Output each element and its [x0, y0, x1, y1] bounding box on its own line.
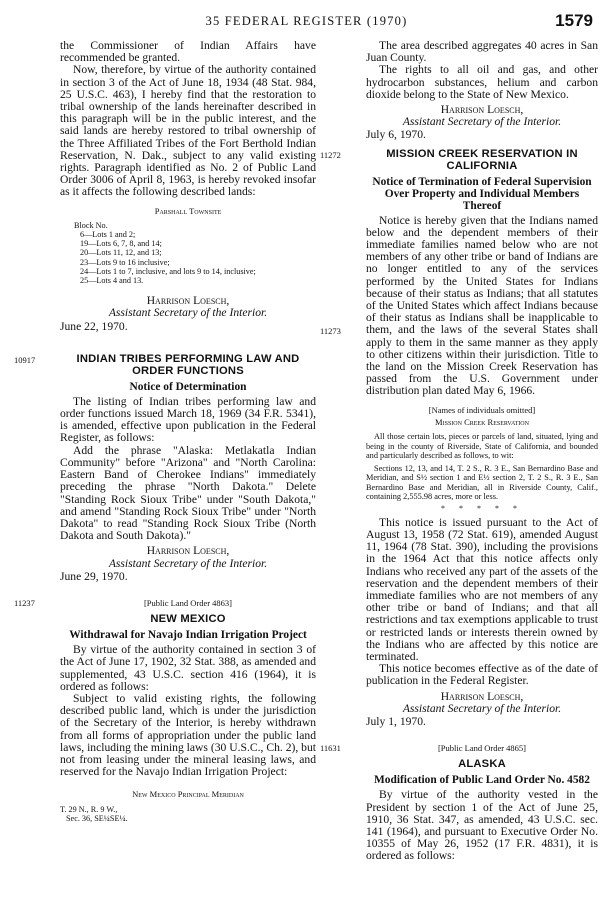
- section-subtitle: Modification of Public Land Order No. 4582: [374, 774, 590, 787]
- signature-title: Assistant Secretary of the Interior.: [108, 556, 268, 570]
- paragraph: the Commissioner of Indian Affairs have recommended be granted.: [60, 39, 316, 65]
- document-number: 11273: [320, 325, 341, 336]
- order-bracket: 11631 [Public Land Order 4865]: [320, 743, 527, 754]
- signature-date: July 1, 1970.: [366, 715, 426, 729]
- signature-title: Assistant Secretary of the Interior.: [402, 115, 562, 129]
- list-item: 24—Lots 1 to 7, inclusive, and lots 9 to 14, inclusive;: [80, 266, 256, 276]
- block-list: [74, 221, 316, 285]
- paragraph: The area described aggregates 40 acres in San Juan County.: [366, 39, 598, 65]
- list-item: 6—Lots 1 and 2;: [80, 230, 136, 240]
- townsite-heading: Parshall Townsite: [154, 205, 222, 216]
- document-number: 11237: [14, 597, 35, 608]
- land-description: [366, 432, 598, 502]
- paragraph: This notice becomes effective as of the date of publication in the Federal Register.: [366, 662, 598, 688]
- order-bracket: 11237 [Public Land Order 4863]: [14, 597, 233, 608]
- list-item: 19—Lots 6, 7, 8, and 14;: [80, 239, 162, 249]
- document-number: 10917: [14, 354, 36, 365]
- page-number: 1579: [555, 11, 593, 30]
- omitted-note: [Names of individuals omitted]: [428, 404, 536, 415]
- paragraph: Sections 12, 13, and 14, T. 2 S., R. 3 E., San Bernardino Base and Meridian, and S½ section 1 and E½ section 2, T. 2 S., R. 3 E., San Bernardino Base and Meridian, all in Riverside County, Calif., containing 2,555.98 acres, more or less.: [366, 463, 598, 502]
- paragraph: All those certain lots, pieces or parcels of land, situated, lying and being in the county of Riverside, State of California, and bounded and particularly described as follows, to wit:: [366, 432, 598, 461]
- signature-title: Assistant Secretary of the Interior.: [402, 701, 562, 715]
- section-title: 11272 MISSION CREEK RESERVATION IN CALIFORNIA: [320, 147, 578, 172]
- tract-description: [60, 805, 316, 823]
- section-title: ALASKA: [458, 758, 506, 771]
- paragraph: Notice is hereby given that the Indians named below and the dependent members of their immediate families named below who are not members of any other tribe or band of Indians are no longer entitled to any of the services performed by the United States for Indians because of their status as Indians; that all statutes of the United States which affect Indians because of their status as Indians shall be inapplicable to them, and the laws of the several States shall apply to them in the same manner as they apply to other citizens within their jurisdiction. Title to the land on the Mission Creek Reservation has passed from the U.S. Government under distribution plan dated May 6, 1966.: [366, 213, 598, 398]
- paragraph: The rights to all oil and gas, and other hydrocarbon substances, helium and carbon dioxide belong to the State of New Mexico.: [366, 63, 598, 101]
- tract-line: Sec. 36, SE¼SE¼.: [66, 813, 128, 823]
- signature-name: Harrison Loesch,: [440, 103, 524, 117]
- section-title: 10917 INDIAN TRIBES PERFORMING LAW AND ORDER FUNCTIONS: [14, 352, 300, 377]
- paragraph: Subject to valid existing rights, the following described public land, which is under the jurisdiction of the Secretary of the Interior, is hereby withdrawn from all forms of appropriation under the public land laws, including the mining laws (30 U.S.C., Ch. 2), but not from leasing under the mineral leasing laws, and reserved for the Navajo Indian Irrigation Project:: [60, 691, 316, 779]
- document-number: 11631: [320, 743, 341, 754]
- section-subtitle: Withdrawal for Navajo Indian Irrigation Project: [69, 629, 307, 642]
- paragraph: The listing of Indian tribes performing law and order functions issued March 18, 1969 (34 F.R. 5341), is amended, effective upon publication in the Federal Register, as follows:: [60, 394, 316, 445]
- list-item: 20—Lots 11, 12, and 13;: [80, 248, 162, 258]
- paragraph: Now, therefore, by virtue of the authority contained in section 3 of the Act of June 18, 1934 (48 Stat. 984, 25 U.S.C. 463), I hereby find that the restoration to tribal ownership of the lands hereinafter described in this paragraph will be in the public interest, and the said lands are hereby restored to tribal ownership of the Three Affiliated Tribes of the Fort Berthold Indian Reservation, N. Dak., subject to any valid existing rights. Paragraph identified as No. 2 of Public Land Order 3006 of April 8, 1963, is hereby revoked insofar as it affects the following described lands:: [60, 63, 316, 199]
- signature-name: Harrison Loesch,: [146, 544, 230, 558]
- paragraph: Add the phrase "Alaska: Metlakatla Indian Community" before "Arizona" and "North Carolina: Eastern Band of Cherokee Indians" immediately preceding the phrase "North Dakota." Delete "Standing Rock Sioux Tribe" under "South Dakota," and amend "Standing Rock Sioux Tribe" under "North Dakota" to read "Standing Rock Sioux Tribe (North Dakota and South Dakota).": [60, 443, 316, 543]
- tract-line: T. 29 N., R. 9 W.,: [60, 804, 118, 814]
- reservation-heading: Mission Creek Reservation: [435, 416, 529, 427]
- meridian-heading: New Mexico Principal Meridian: [132, 789, 244, 800]
- signature-title: Assistant Secretary of the Interior.: [108, 306, 268, 320]
- right-column: [320, 39, 598, 863]
- paragraph: By virtue of the authority contained in section 3 of the Act of June 17, 1902, 32 Stat. 388, as amended and supplemented, 43 U.S.C. section 416 (1964), it is ordered as follows:: [60, 643, 316, 693]
- paragraph-wrapper: [320, 213, 598, 398]
- page-header: [0, 11, 613, 30]
- section-title: NEW MEXICO: [150, 613, 226, 626]
- signature-name: Harrison Loesch,: [146, 294, 230, 308]
- signature-date: July 6, 1970.: [366, 128, 426, 142]
- block-heading: Block No.: [74, 220, 108, 230]
- signature-name: Harrison Loesch,: [440, 689, 524, 703]
- document-number: 11272: [320, 149, 341, 160]
- left-column: [14, 39, 316, 823]
- list-item: 25—Lots 4 and 13.: [80, 276, 144, 286]
- paragraph: By virtue of the authority vested in the President by section 1 of the Act of June 25, 1910, 36 Stat. 347, as amended, 43 U.S.C. sec. 141 (1964), and pursuant to Executive Order No. 10355 of May 26, 1952 (17 F.R. 4831), it is ordered as follows:: [366, 788, 598, 863]
- list-item: 23—Lots 9 to 16 inclusive;: [80, 257, 170, 267]
- signature-date: June 22, 1970.: [60, 319, 128, 333]
- section-subtitle: Notice of Determination: [129, 380, 247, 393]
- section-subtitle: Notice of Termination of Federal Supervision Over Property and Individual Members Thereof: [372, 175, 592, 212]
- ellipsis-separator: * * * * *: [441, 503, 523, 513]
- paragraph: This notice is issued pursuant to the Act of August 13, 1958 (72 Stat. 619), amended August 11, 1964 (78 Stat. 390), including the provisions in the 1964 Act that this notice affects only Indians who received any part of the assets of the reservation and the dependent members of their immediate families who are not members of any other tribe or band of Indians; and that all restrictions and tax exemptions applicable to trust or restricted lands or interests therein owned by the Indians who are affected by this notice are terminated.: [366, 515, 598, 664]
- signature-date: June 29, 1970.: [60, 569, 128, 583]
- journal-title: 35 FEDERAL REGISTER (1970): [205, 14, 408, 28]
